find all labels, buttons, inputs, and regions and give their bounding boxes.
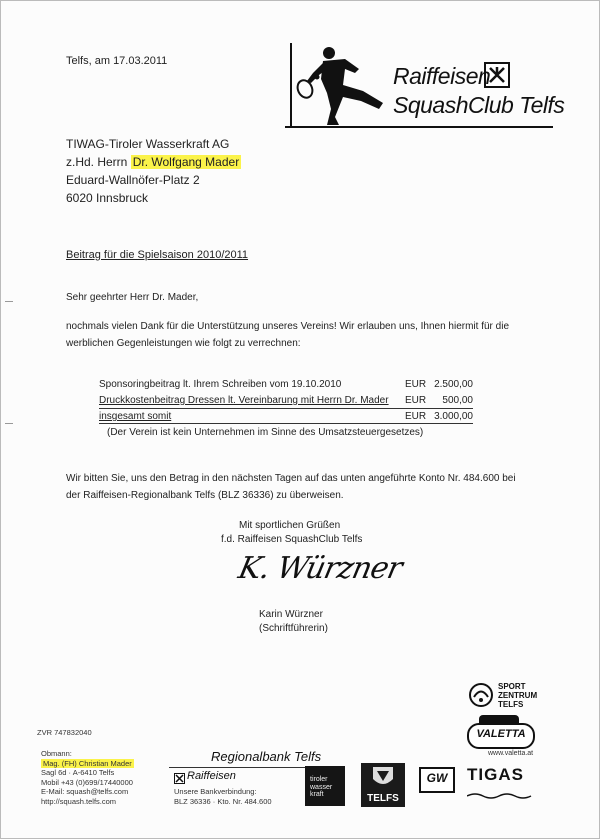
- zvr-number: ZVR 747832040: [37, 728, 92, 737]
- obmann-address: Sagl 6d · A-6410 Telfs: [41, 768, 115, 777]
- obmann-block: [41, 749, 134, 806]
- recipient-city: 6020 Innsbruck: [66, 191, 149, 205]
- signer-role: (Schriftführerin): [259, 623, 328, 634]
- brand-top-text: Raiffeisen: [393, 63, 491, 89]
- item-desc-total: insgesamt somit: [99, 411, 172, 422]
- obmann-mobile: Mobil +43 (0)699/17440000: [41, 777, 133, 787]
- attn-prefix: z.Hd. Herrn: [66, 155, 128, 169]
- brand-bottom-text: SquashClub Telfs: [393, 92, 565, 118]
- tigas-logo: TIGAS: [467, 765, 524, 784]
- salutation: Sehr geehrter Herr Dr. Mader,: [66, 292, 199, 303]
- gw-text: GW: [426, 771, 448, 785]
- vat-note: (Der Verein ist kein Unternehmen im Sinne des Umsatzsteuergesetzes): [107, 427, 424, 438]
- tiwag-text: tiroler wasser kraft: [310, 776, 333, 798]
- valetta-text: VALETTA: [476, 728, 526, 740]
- recipient-attn: [66, 155, 241, 169]
- item-amount-1: 2.500,00: [434, 379, 473, 390]
- gw-logo: [419, 767, 455, 793]
- valetta-url: www.valetta.at: [488, 750, 534, 757]
- closing-greeting: Mit sportlichen Grüßen: [239, 520, 341, 531]
- body1-line2: werblichen Gegenleistungen wie folgt zu verrechnen:: [66, 338, 301, 349]
- fold-mark-middle: [5, 423, 13, 424]
- item-desc-1: Sponsoringbeitrag lt. Ihrem Schreiben vom 19.10.2010: [99, 379, 342, 390]
- body2-line1: Wir bitten Sie, uns den Betrag in den nächsten Tagen auf das unten angeführte Konto Nr. 484.600 bei: [66, 473, 516, 484]
- sportzentrum-icon: [468, 682, 494, 708]
- item-cur-1: EUR: [405, 379, 427, 390]
- fold-mark-top: [5, 301, 13, 302]
- body2-line2: der Raiffeisen-Regionalbank Telfs (BLZ 36336) zu überweisen.: [66, 490, 344, 501]
- subject-line: Beitrag für die Spielsaison 2010/2011: [66, 249, 249, 261]
- bank-label: Unsere Bankverbindung:: [174, 787, 257, 796]
- attn-name-highlighted: Dr. Wolfgang Mader: [132, 155, 240, 169]
- telfs-text: TELFS: [367, 793, 399, 804]
- sportzentrum-text: SPORT ZENTRUM TELFS: [498, 682, 538, 709]
- total-divider: [99, 408, 473, 409]
- obmann-web: http://squash.telfs.com: [41, 796, 117, 806]
- valetta-logo: [467, 723, 535, 749]
- bank-rule: [169, 767, 321, 768]
- handwritten-signature: K. Würzner: [235, 551, 405, 586]
- item-cur-total: EUR: [405, 411, 427, 422]
- closing-club: f.d. Raiffeisen SquashClub Telfs: [221, 534, 363, 545]
- telfs-logo: [361, 763, 405, 807]
- item-amount-total: 3.000,00: [434, 411, 473, 422]
- item-desc-2: Druckkostenbeitrag Dressen lt. Vereinbarung mit Herrn Dr. Mader: [99, 395, 389, 406]
- bank-title: Regionalbank Telfs: [211, 749, 322, 764]
- item-amount-2: 500,00: [442, 395, 473, 406]
- bank-brand: Raiffeisen: [187, 770, 236, 782]
- sportzentrum-logo: [468, 682, 494, 713]
- body1-line1: nochmals vielen Dank für die Unterstützung unseres Vereins! Wir erlauben uns, Ihnen hiermit für die: [66, 321, 510, 332]
- total-underline: [99, 423, 473, 424]
- recipient-company: TIWAG-Tiroler Wasserkraft AG: [66, 137, 230, 151]
- valetta-crown: [479, 715, 519, 724]
- obmann-email: E-Mail: squash@telfs.com: [41, 787, 129, 796]
- item-cur-2: EUR: [405, 395, 427, 406]
- squashclub-logo: [283, 39, 565, 135]
- recipient-street: Eduard-Wallnöfer-Platz 2: [66, 173, 200, 187]
- obmann-label: Obmann:: [41, 749, 72, 758]
- date-line: Telfs, am 17.03.2011: [66, 55, 168, 67]
- signer-name: Karin Würzner: [259, 609, 323, 620]
- obmann-name-highlighted: Mag. (FH) Christian Mader: [43, 758, 132, 768]
- bank-details: BLZ 36336 · Kto. Nr. 484.600: [174, 797, 272, 806]
- tiwag-logo: [305, 766, 345, 806]
- tigas-waves: [467, 787, 537, 793]
- telfs-crest-icon: [361, 763, 405, 793]
